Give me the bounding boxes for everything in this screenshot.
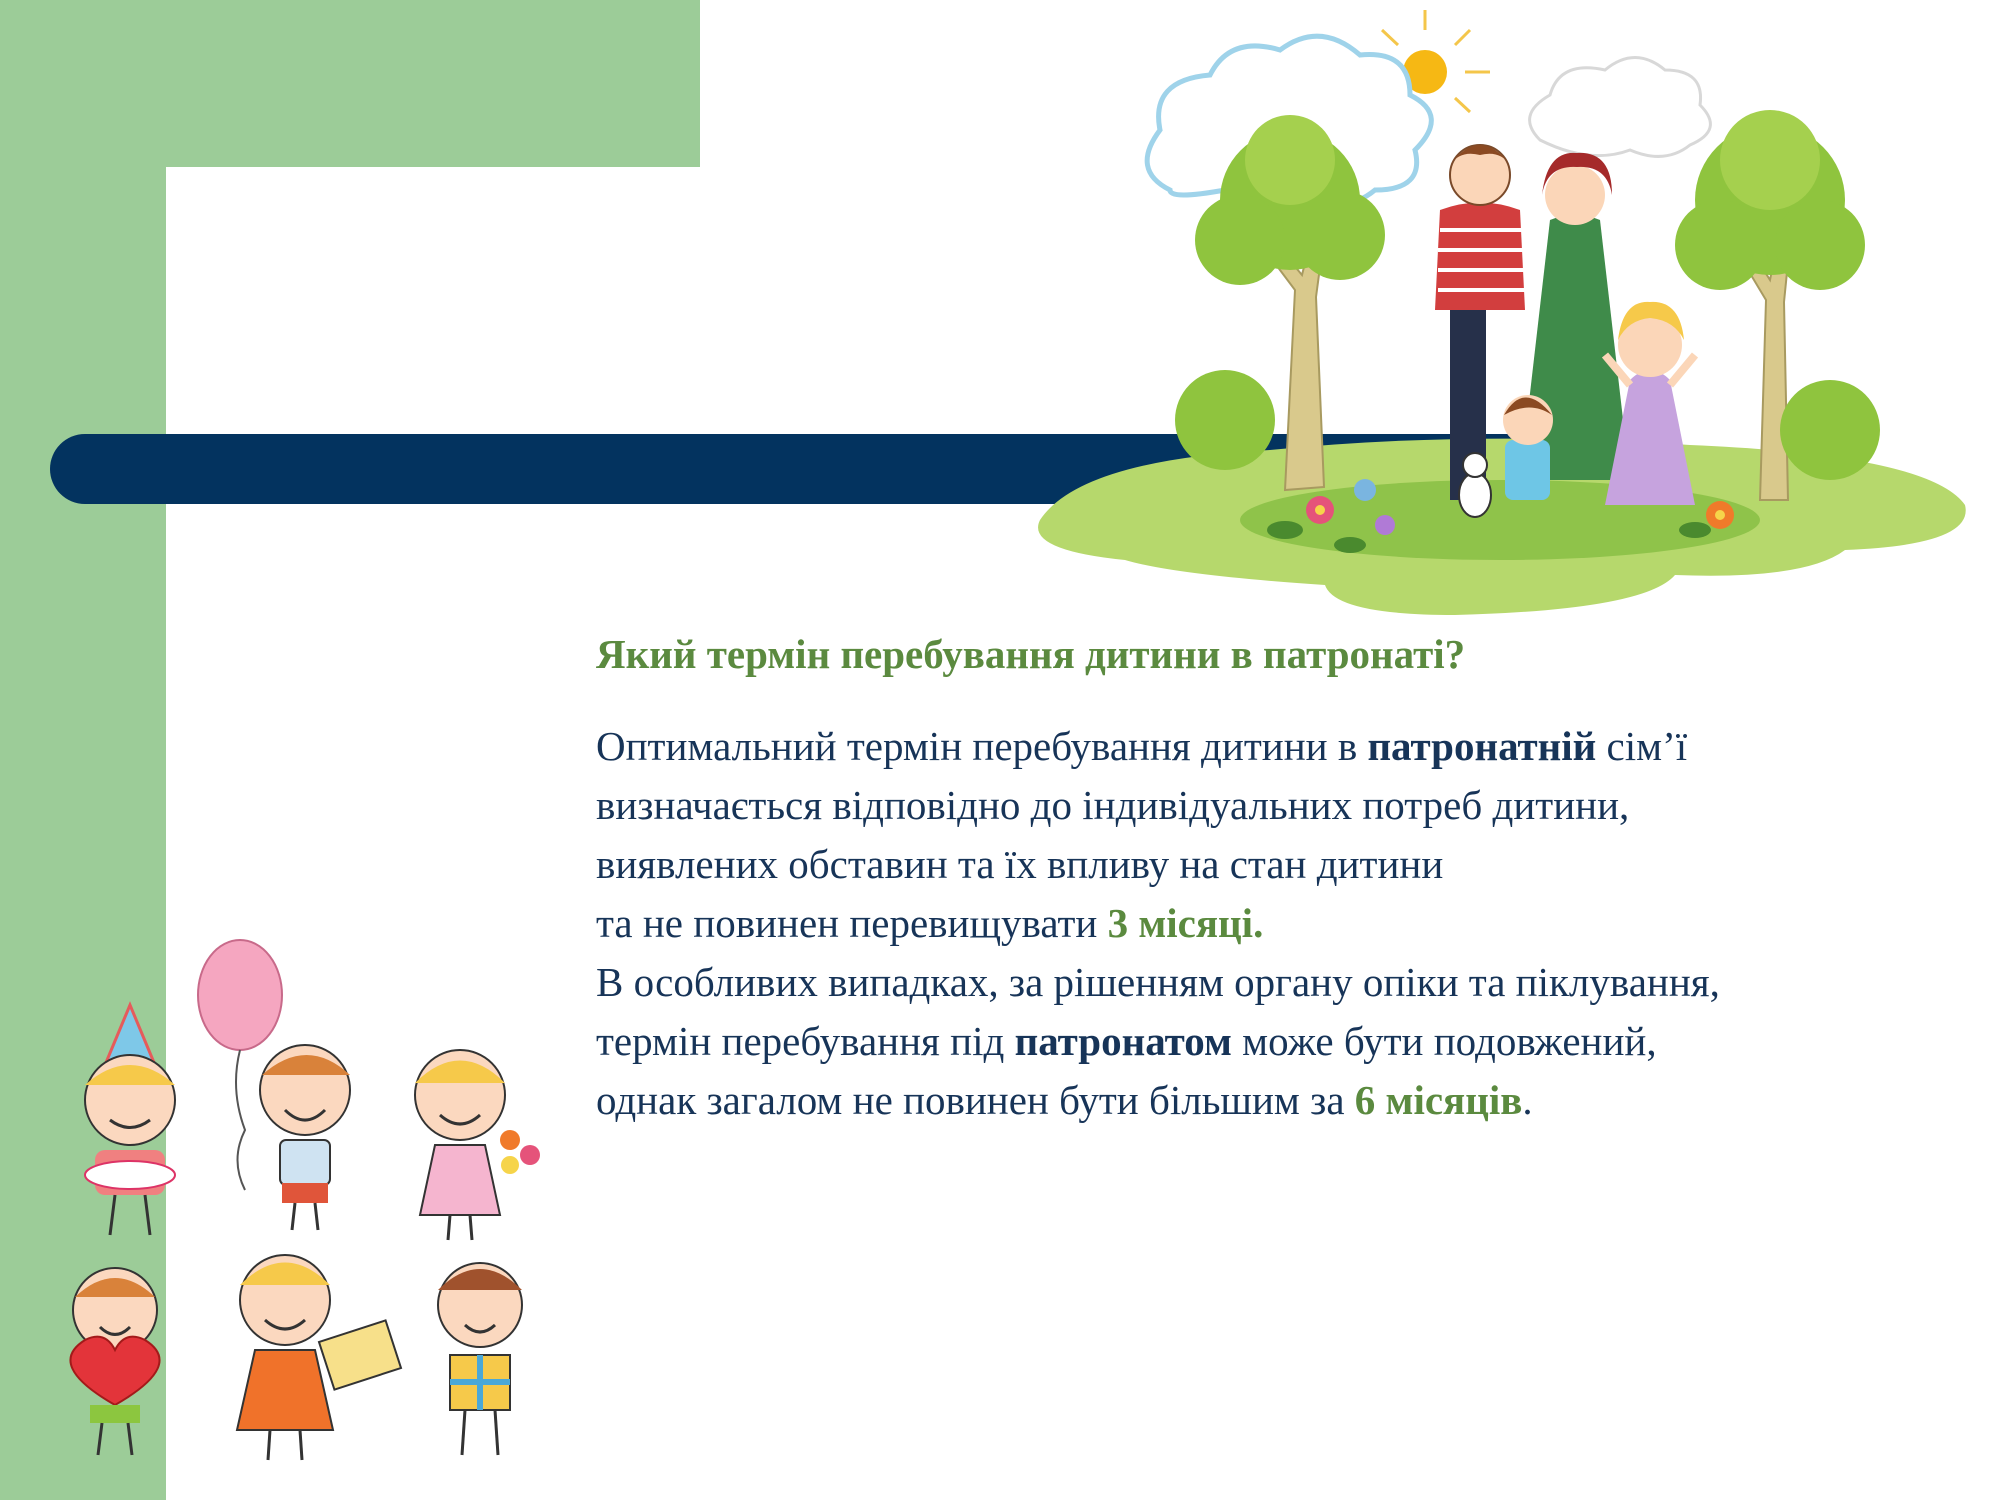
text-run: термін перебування під (596, 1018, 1015, 1065)
paragraph-line (596, 717, 1986, 776)
child-gift (438, 1263, 522, 1455)
bush-icon (1780, 380, 1880, 480)
paragraph-line (596, 1071, 1986, 1130)
emphasis-term: патронатом (1014, 1018, 1232, 1065)
child-girl-flowers (415, 1050, 540, 1240)
text-run: однак загалом не повинен бути більшим за (596, 1077, 1355, 1124)
paragraph-line (596, 894, 1986, 953)
emphasis-term: патронатній (1367, 723, 1597, 770)
paragraph-line: В особливих випадках, за рішенням органу опіки та піклування, (596, 959, 1720, 1006)
boy-figure (1503, 395, 1553, 500)
highlight-duration: 3 місяці. (1107, 900, 1264, 947)
bush-icon (1175, 370, 1275, 470)
text-run: та не повинен перевищувати (596, 900, 1108, 947)
paragraph-line (596, 1012, 1986, 1071)
paragraph-line: виявлених обставин та їх впливу на стан дитини (596, 841, 1444, 888)
highlight-duration: 6 місяців (1354, 1077, 1523, 1124)
green-top-band (0, 0, 700, 167)
child-heart (70, 1268, 159, 1455)
child-party-hat (85, 1005, 175, 1235)
slide-paragraph (596, 717, 1986, 1130)
cartoon-children-illustration (40, 935, 580, 1475)
text-run: може бути подовжений, (1231, 1018, 1657, 1065)
cloud-icon (1530, 58, 1711, 157)
child-boy-smiling (260, 1045, 350, 1230)
text-run: Оптимальний термін перебування дитини в (596, 723, 1368, 770)
text-run: сім’ї (1596, 723, 1688, 770)
child-letter (237, 1255, 401, 1460)
family-park-illustration (1020, 0, 1980, 630)
text-run: . (1522, 1077, 1533, 1124)
slide-question: Який термін перебування дитини в патронаті? (596, 631, 1466, 677)
slide-text (596, 630, 1986, 1130)
cat-icon (1459, 453, 1491, 517)
paragraph-line: визначається відповідно до індивідуальних потреб дитини, (596, 782, 1630, 829)
